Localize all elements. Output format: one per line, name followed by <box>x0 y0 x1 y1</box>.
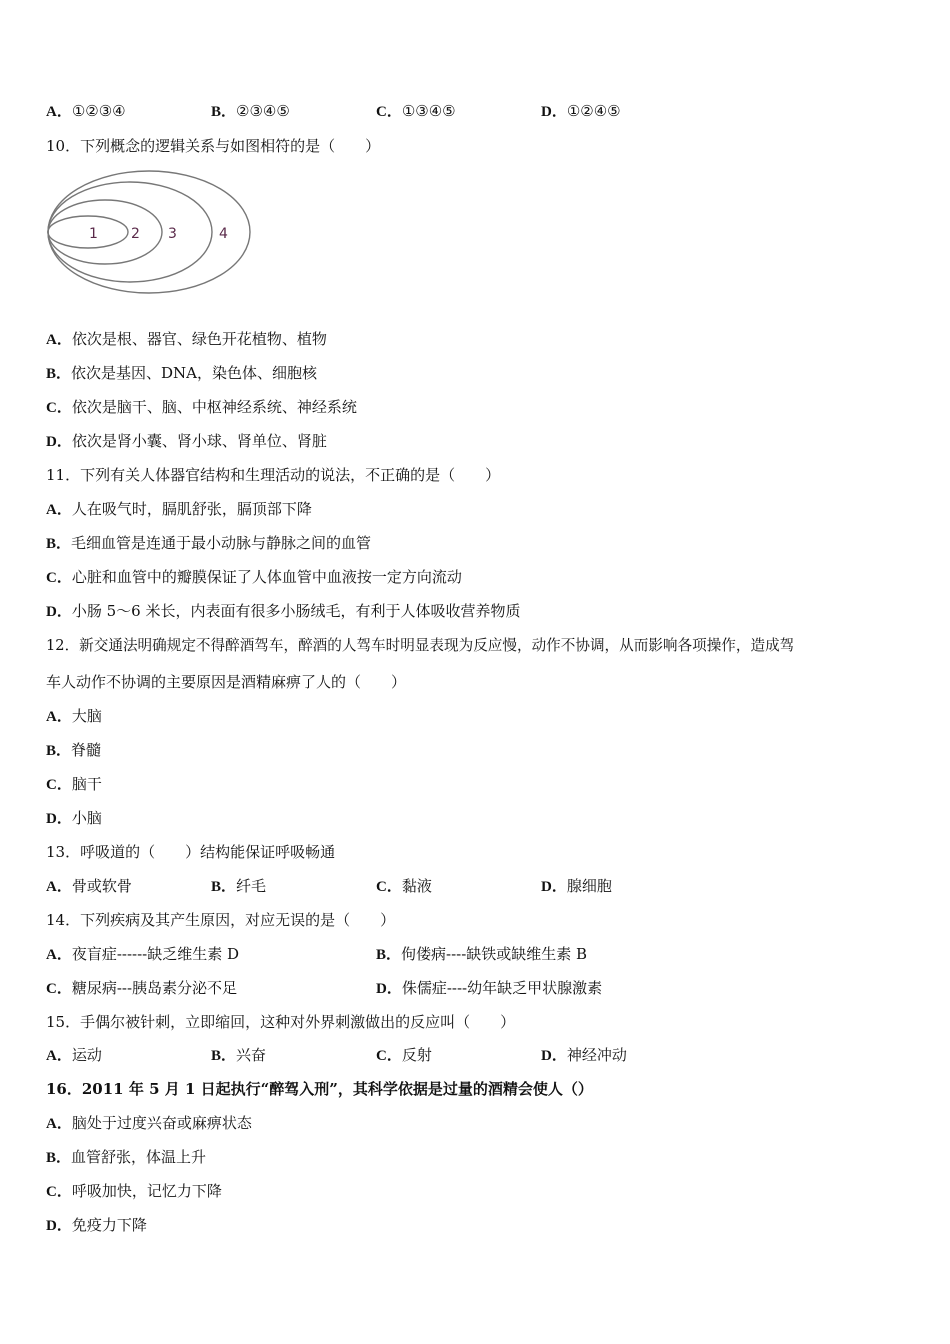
ellipse-label-1: 1 <box>89 226 98 242</box>
ellipse-3 <box>48 182 212 282</box>
q14-options-row1 <box>46 944 906 964</box>
q16-stem: 16．2011 年 5 月 1 日起执行“醉驾入刑”，其科学依据是过量的酒精会使人（） <box>46 1080 593 1098</box>
q9-options <box>46 101 906 121</box>
q10-option-c: C．依次是脑干、脑、中枢神经系统、神经系统 <box>46 398 357 416</box>
q9-option-c: C．①③④⑤ <box>376 102 456 120</box>
q13-option-a: A．骨或软骨 <box>46 877 132 895</box>
q15-stem: 15．手偶尔被针刺，立即缩回，这种对外界刺激做出的反应叫（ ） <box>46 1013 516 1031</box>
nested-ellipses-diagram <box>46 168 256 298</box>
q12-option-b: B．脊髓 <box>46 741 102 759</box>
ellipse-label-3: 3 <box>168 226 177 242</box>
q12-option-a: A．大脑 <box>46 707 102 725</box>
ellipse-2 <box>48 200 162 264</box>
q9-option-d: D．①②④⑤ <box>541 102 621 120</box>
ellipse-label-4: 4 <box>219 226 228 242</box>
q16-option-a: A．脑处于过度兴奋或麻痹状态 <box>46 1114 252 1132</box>
q16-option-b: B．血管舒张，体温上升 <box>46 1148 207 1166</box>
q14-options-row2 <box>46 978 906 998</box>
q10-stem: 10．下列概念的逻辑关系与如图相符的是（ ） <box>46 137 381 155</box>
q14-option-b: B．佝偻病----缺铁或缺维生素 B <box>376 945 588 963</box>
q11-option-c: C．心脏和血管中的瓣膜保证了人体血管中血液按一定方向流动 <box>46 568 462 586</box>
q14-option-a: A．夜盲症------缺乏维生素 D <box>46 945 240 963</box>
q10-option-d: D．依次是肾小囊、肾小球、肾单位、肾脏 <box>46 432 327 450</box>
q15-option-d: D．神经冲动 <box>541 1046 627 1064</box>
ellipse-1 <box>48 216 128 248</box>
q9-option-a: A．①②③④ <box>46 102 126 120</box>
q9-option-b: B．②③④⑤ <box>211 102 290 120</box>
q10-option-a: A．依次是根、器官、绿色开花植物、植物 <box>46 330 327 348</box>
q15-option-a: A．运动 <box>46 1046 102 1064</box>
ellipse-label-2: 2 <box>131 226 140 242</box>
q15-options <box>46 1045 906 1065</box>
q11-option-d: D．小肠 5～6 米长，内表面有很多小肠绒毛，有利于人体吸收营养物质 <box>46 602 521 620</box>
q14-option-d: D．侏儒症----幼年缺乏甲状腺激素 <box>376 979 603 997</box>
q13-options <box>46 876 906 896</box>
q12-stem-line1: 12．新交通法明确规定不得醉酒驾车，醉酒的人驾车时明显表现为反应慢，动作不协调，从而影响各项操作，造成驾 <box>46 637 795 654</box>
q13-stem: 13．呼吸道的（ ）结构能保证呼吸畅通 <box>46 843 336 861</box>
q11-option-b: B．毛细血管是连通于最小动脉与静脉之间的血管 <box>46 534 372 552</box>
q13-option-c: C．黏液 <box>376 877 432 895</box>
q16-option-c: C．呼吸加快，记忆力下降 <box>46 1182 222 1200</box>
q11-stem: 11．下列有关人体器官结构和生理活动的说法，不正确的是（ ） <box>46 466 501 484</box>
q15-option-c: C．反射 <box>376 1046 432 1064</box>
q15-option-b: B．兴奋 <box>211 1046 267 1064</box>
q13-option-b: B．纤毛 <box>211 877 267 895</box>
q12-option-c: C．脑干 <box>46 775 102 793</box>
q14-stem: 14．下列疾病及其产生原因，对应无误的是（ ） <box>46 911 396 929</box>
q14-option-c: C．糖尿病---胰岛素分泌不足 <box>46 979 238 997</box>
q12-option-d: D．小脑 <box>46 809 102 827</box>
q12-stem-line2: 车人动作不协调的主要原因是酒精麻痹了人的（ ） <box>46 673 407 691</box>
q10-option-b: B．依次是基因、DNA，染色体、细胞核 <box>46 364 318 382</box>
q11-option-a: A．人在吸气时，膈肌舒张，膈顶部下降 <box>46 500 312 518</box>
q13-option-d: D．腺细胞 <box>541 877 612 895</box>
q16-option-d: D．免疫力下降 <box>46 1216 147 1234</box>
